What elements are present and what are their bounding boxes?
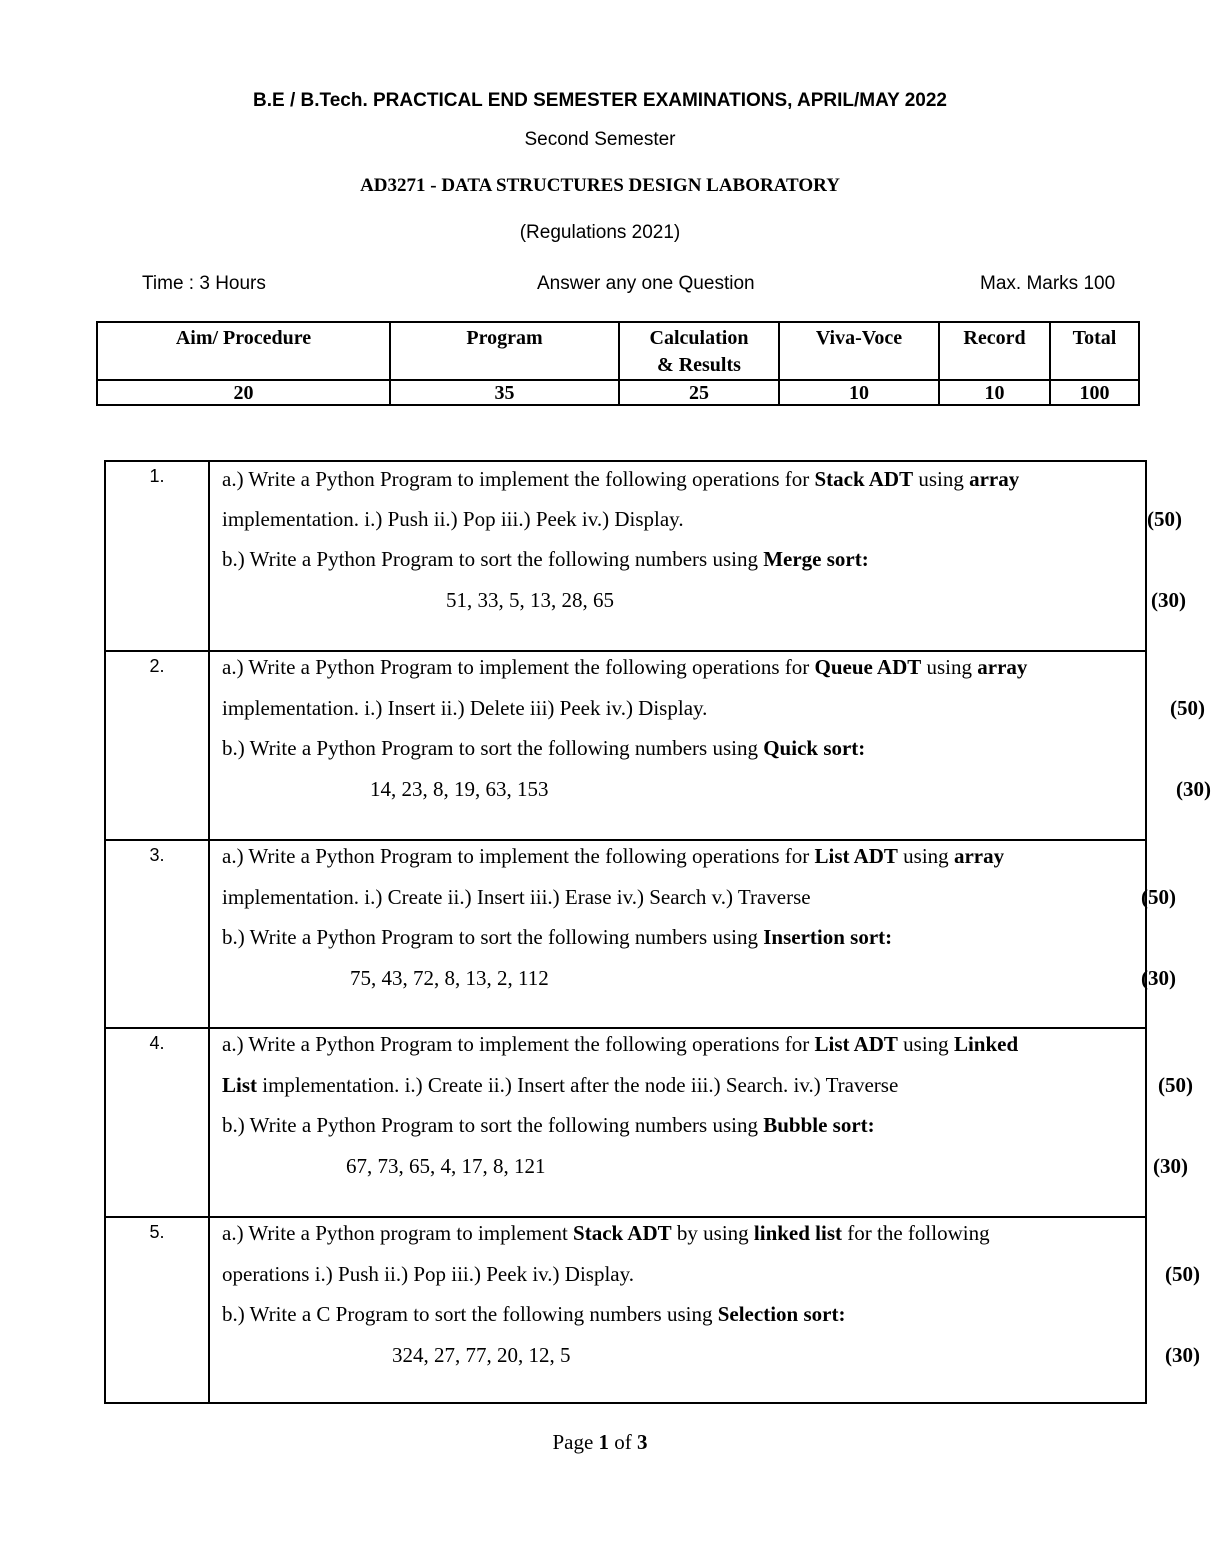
marks-header-row — [97, 322, 1139, 380]
question-a-marks: (50) — [1170, 696, 1205, 720]
question-text — [210, 1218, 1200, 1402]
question-row — [106, 462, 1186, 650]
question-text — [210, 841, 1176, 1027]
instruction: Answer any one Question — [537, 273, 755, 294]
marks-table — [96, 321, 1140, 406]
question-b-numbers: 324, 27, 77, 20, 12, 5 — [392, 1343, 571, 1367]
question-number: 4. — [106, 1029, 210, 1216]
question-row — [106, 650, 1211, 839]
question-b-line-1: b.) Write a Python Program to sort the following numbers using Merge sort: — [222, 547, 869, 571]
question-a-marks: (50) — [1165, 1262, 1200, 1286]
question-a-line-2: implementation. i.) Insert ii.) Delete iii) Peek iv.) Display. — [222, 696, 708, 720]
marks-value-record: 10 — [939, 380, 1050, 405]
semester: Second Semester — [524, 129, 676, 150]
question-a-line-2: implementation. i.) Push ii.) Pop iii.) Peek iv.) Display. — [222, 507, 684, 531]
question-text — [210, 652, 1211, 839]
page-number: 1 — [598, 1430, 610, 1454]
exam-title: B.E / B.Tech. PRACTICAL END SEMESTER EXAMINATIONS, APRIL/MAY 2022 — [253, 90, 947, 111]
marks-header-calculation — [619, 322, 779, 380]
marks-header-record: Record — [939, 322, 1050, 380]
question-b-marks: (30) — [1165, 1343, 1200, 1367]
question-a-line-2: implementation. i.) Create ii.) Insert iii.) Erase iv.) Search v.) Traverse — [222, 885, 811, 909]
marks-header-program: Program — [390, 322, 619, 380]
marks-value-program: 35 — [390, 380, 619, 405]
page-of: of — [609, 1430, 638, 1454]
calc-line-1: Calculation — [649, 327, 749, 349]
question-b-numbers: 75, 43, 72, 8, 13, 2, 112 — [350, 966, 549, 990]
time-label: Time : 3 Hours — [142, 273, 266, 294]
marks-header-aim: Aim/ Procedure — [97, 322, 390, 380]
question-number: 2. — [106, 652, 210, 839]
marks-header-total: Total — [1050, 322, 1139, 380]
marks-value-row — [97, 380, 1139, 405]
question-number: 1. — [106, 462, 210, 650]
calc-line-2: & Results — [657, 354, 741, 376]
marks-value-calculation: 25 — [619, 380, 779, 405]
question-a-marks: (50) — [1147, 507, 1182, 531]
question-a-line-2: operations i.) Push ii.) Pop iii.) Peek iv.) Display. — [222, 1262, 634, 1286]
course-title: AD3271 - DATA STRUCTURES DESIGN LABORATORY — [360, 175, 840, 196]
question-text — [210, 462, 1186, 650]
question-text — [210, 1029, 1193, 1216]
question-number: 3. — [106, 841, 210, 1027]
question-a-line-2: List implementation. i.) Create ii.) Insert after the node iii.) Search. iv.) Traverse — [222, 1073, 899, 1097]
question-a-line-1: a.) Write a Python Program to implement the following operations for Queue ADT using array — [222, 655, 1028, 679]
marks-value-viva: 10 — [779, 380, 939, 405]
question-b-line-1: b.) Write a Python Program to sort the following numbers using Quick sort: — [222, 736, 866, 760]
question-a-marks: (50) — [1158, 1073, 1193, 1097]
question-row — [106, 839, 1176, 1027]
question-b-marks: (30) — [1141, 966, 1176, 990]
questions-table — [104, 460, 1211, 1404]
question-b-marks: (30) — [1176, 777, 1211, 801]
question-a-line-1: a.) Write a Python program to implement Stack ADT by using linked list for the following — [222, 1221, 990, 1245]
question-b-numbers: 51, 33, 5, 13, 28, 65 — [446, 588, 614, 612]
question-b-marks: (30) — [1151, 588, 1186, 612]
question-b-numbers: 14, 23, 8, 19, 63, 153 — [370, 777, 549, 801]
question-a-line-1: a.) Write a Python Program to implement the following operations for List ADT using Linked — [222, 1032, 1019, 1056]
regulations: (Regulations 2021) — [519, 222, 681, 243]
question-a-line-1: a.) Write a Python Program to implement the following operations for List ADT using array — [222, 844, 1005, 868]
page-total: 3 — [637, 1430, 648, 1454]
question-b-marks: (30) — [1153, 1154, 1188, 1178]
question-number: 5. — [106, 1218, 210, 1402]
question-a-line-1: a.) Write a Python Program to implement the following operations for Stack ADT using array — [222, 467, 1020, 491]
question-b-line-1: b.) Write a Python Program to sort the following numbers using Bubble sort: — [222, 1113, 875, 1137]
marks-header-viva: Viva-Voce — [779, 322, 939, 380]
question-b-numbers: 67, 73, 65, 4, 17, 8, 121 — [346, 1154, 546, 1178]
question-row — [106, 1027, 1193, 1216]
max-marks: Max. Marks 100 — [980, 273, 1116, 294]
question-b-line-1: b.) Write a Python Program to sort the following numbers using Insertion sort: — [222, 925, 893, 949]
page-label: Page — [552, 1430, 599, 1454]
marks-value-total: 100 — [1050, 380, 1139, 405]
question-row — [106, 1216, 1200, 1402]
page-footer — [0, 1430, 1200, 1455]
question-a-marks: (50) — [1141, 885, 1176, 909]
marks-value-aim: 20 — [97, 380, 390, 405]
question-b-line-1: b.) Write a C Program to sort the following numbers using Selection sort: — [222, 1302, 846, 1326]
